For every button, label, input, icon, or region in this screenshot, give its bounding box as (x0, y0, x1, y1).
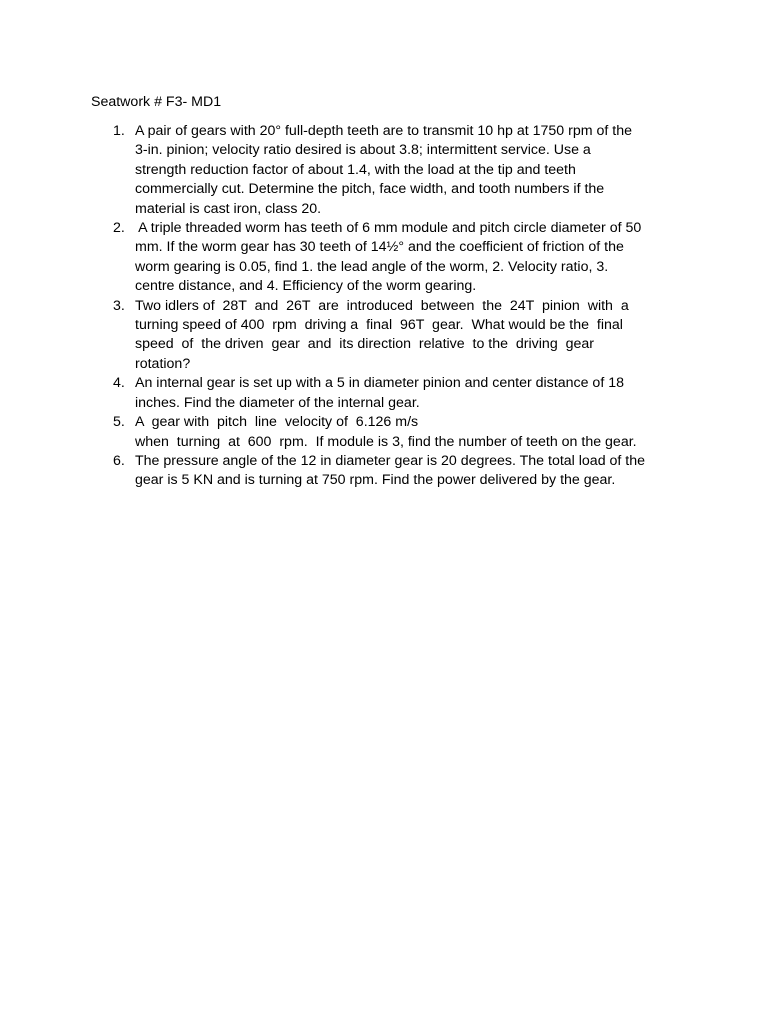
question-item (0, 122, 680, 219)
question-text-line: A triple threaded worm has teeth of 6 mm module and pitch circle diameter of 50 (135, 220, 642, 237)
question-item (0, 413, 680, 452)
question-text-line: when turning at 600 rpm. If module is 3, find the number of teeth on the gear. (135, 433, 637, 450)
question-text-line: The pressure angle of the 12 in diameter gear is 20 degrees. The total load of the (135, 452, 646, 469)
question-number: 2. (113, 220, 125, 237)
document-title: Seatwork # F3- MD1 (91, 94, 222, 110)
question-item (0, 374, 680, 413)
question-text-line: material is cast iron, class 20. (135, 200, 322, 217)
question-text-line: turning speed of 400 rpm driving a final 96T gear. What would be the final (135, 317, 623, 334)
question-text-line: mm. If the worm gear has 30 teeth of 14½° and the coefficient of friction of the (135, 239, 624, 256)
question-item (0, 219, 680, 297)
question-text-line: A gear with pitch line velocity of 6.126 m/s (135, 414, 419, 431)
question-number: 3. (113, 297, 125, 314)
question-text-line: commercially cut. Determine the pitch, face width, and tooth numbers if the (135, 181, 605, 198)
question-text-line: speed of the driven gear and its direction relative to the driving gear (135, 336, 594, 353)
question-number: 4. (113, 375, 125, 392)
question-number: 1. (113, 123, 125, 139)
question-item (0, 297, 680, 375)
question-text-line: gear is 5 KN and is turning at 750 rpm. Find the power delivered by the gear. (135, 472, 616, 489)
question-text-line: strength reduction factor of about 1.4, with the load at the tip and teeth (135, 161, 576, 178)
question-text-line: Two idlers of 28T and 26T are introduced between the 24T pinion with a (135, 297, 629, 314)
question-text-line: An internal gear is set up with a 5 in diameter pinion and center distance of 18 (135, 375, 624, 392)
question-text-line: centre distance, and 4. Efficiency of the worm gearing. (135, 278, 477, 295)
question-number: 6. (113, 452, 125, 469)
question-text-line: A pair of gears with 20° full-depth teeth are to transmit 10 hp at 1750 rpm of the (135, 123, 633, 139)
question-number: 5. (113, 414, 125, 431)
question-list (0, 122, 768, 491)
question-text-line: 3-in. pinion; velocity ratio desired is about 3.8; intermittent service. Use a (135, 142, 591, 159)
question-item (0, 452, 680, 491)
question-text-line: rotation? (135, 355, 191, 372)
question-text-line: inches. Find the diameter of the internal gear. (135, 394, 420, 411)
question-text-line: worm gearing is 0.05, find 1. the lead angle of the worm, 2. Velocity ratio, 3. (135, 258, 609, 275)
